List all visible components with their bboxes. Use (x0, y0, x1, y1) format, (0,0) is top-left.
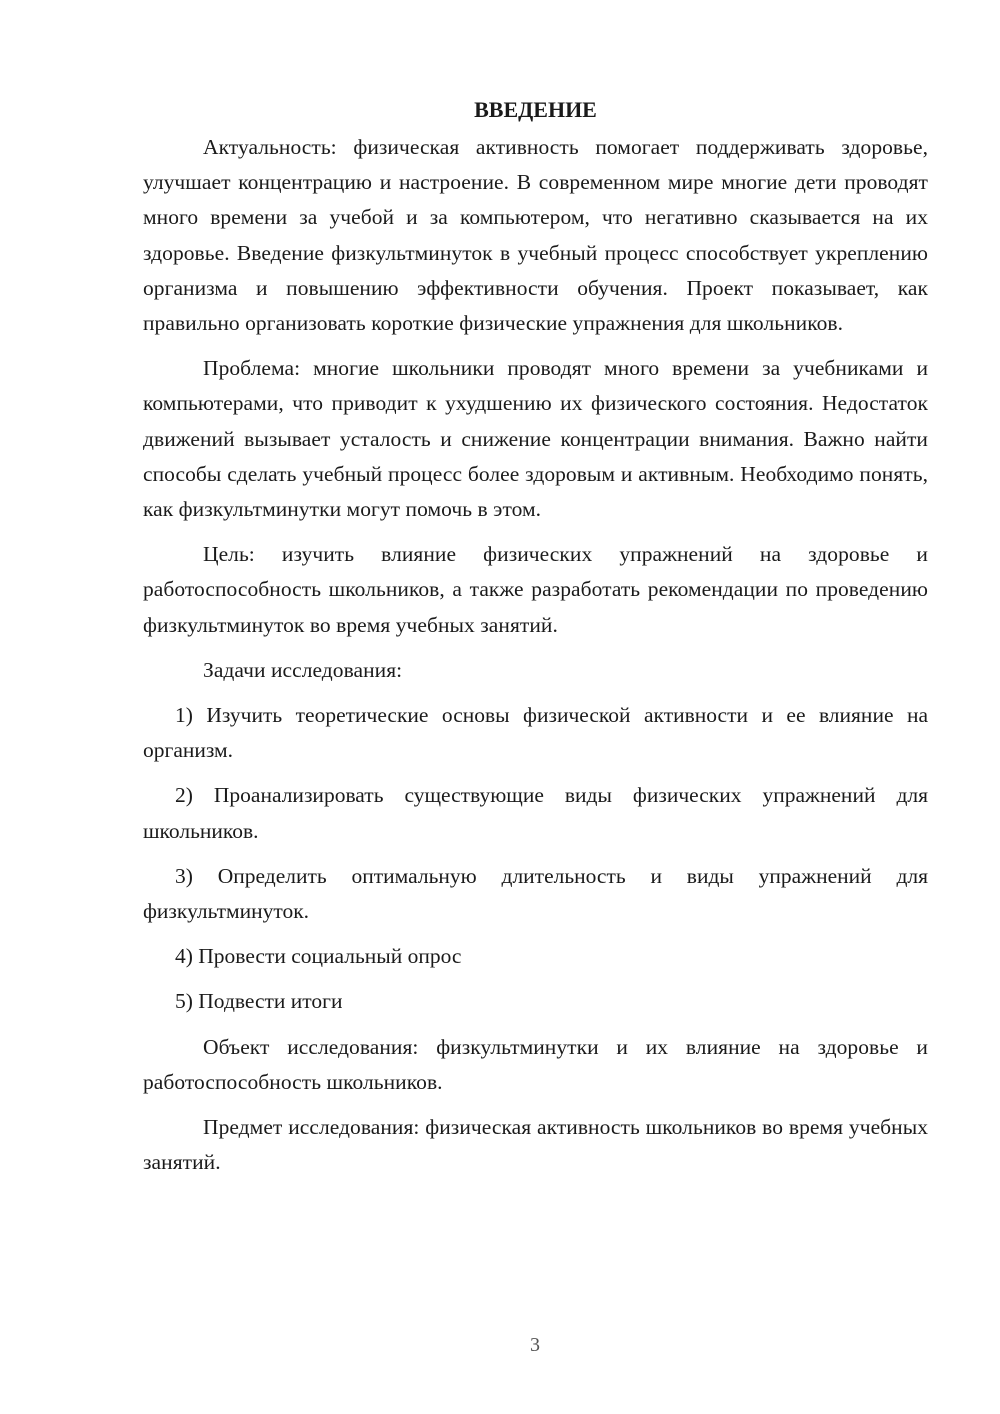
paragraph-subject: Предмет исследования: физическая активность школьников во время учебных занятий. (143, 1115, 928, 1175)
task-item-1: 1) Изучить теоретические основы физической активности и ее влияние на организм. (143, 703, 928, 763)
task-item-2: 2) Проанализировать существующие виды физических упражнений для школьников. (143, 783, 928, 843)
page-number: 3 (530, 1334, 540, 1356)
document-body (143, 92, 928, 1190)
task-item-5: 5) Подвести итоги (175, 989, 343, 1014)
paragraph-relevance: Актуальность: физическая активность помогает поддерживать здоровье, улучшает концентрацию и настроение. В современном мире многие дети проводят много времени за учебой и за компьютером, что негативно сказывается на их здоровье. Введение физкультминуток в учебный процесс способствует укреплению организма и повышению эффективности обучения. Проект показывает, как правильно организовать короткие физические упражнения для школьников. (143, 135, 928, 336)
page-title: ВВЕДЕНИЕ (474, 97, 597, 122)
paragraph-problem: Проблема: многие школьники проводят много времени за учебниками и компьютерами, что приводит к ухудшению их физического состояния. Недостаток движений вызывает усталость и снижение концентрации внимания. Важно найти способы сделать учебный процесс более здоровым и активным. Необходимо понять, как физкультминутки могут помочь в этом. (143, 356, 928, 522)
task-item-4: 4) Провести социальный опрос (175, 944, 462, 969)
paragraph-object: Объект исследования: физкультминутки и их влияние на здоровье и работоспособность школьников. (143, 1034, 928, 1094)
paragraph-goal: Цель: изучить влияние физических упражнений на здоровье и работоспособность школьников, а также разработать рекомендации по проведению физкультминуток во время учебных занятий. (143, 542, 928, 637)
tasks-heading: Задачи исследования: (203, 657, 403, 682)
task-item-3: 3) Определить оптимальную длительность и виды упражнений для физкультминуток. (143, 863, 928, 924)
